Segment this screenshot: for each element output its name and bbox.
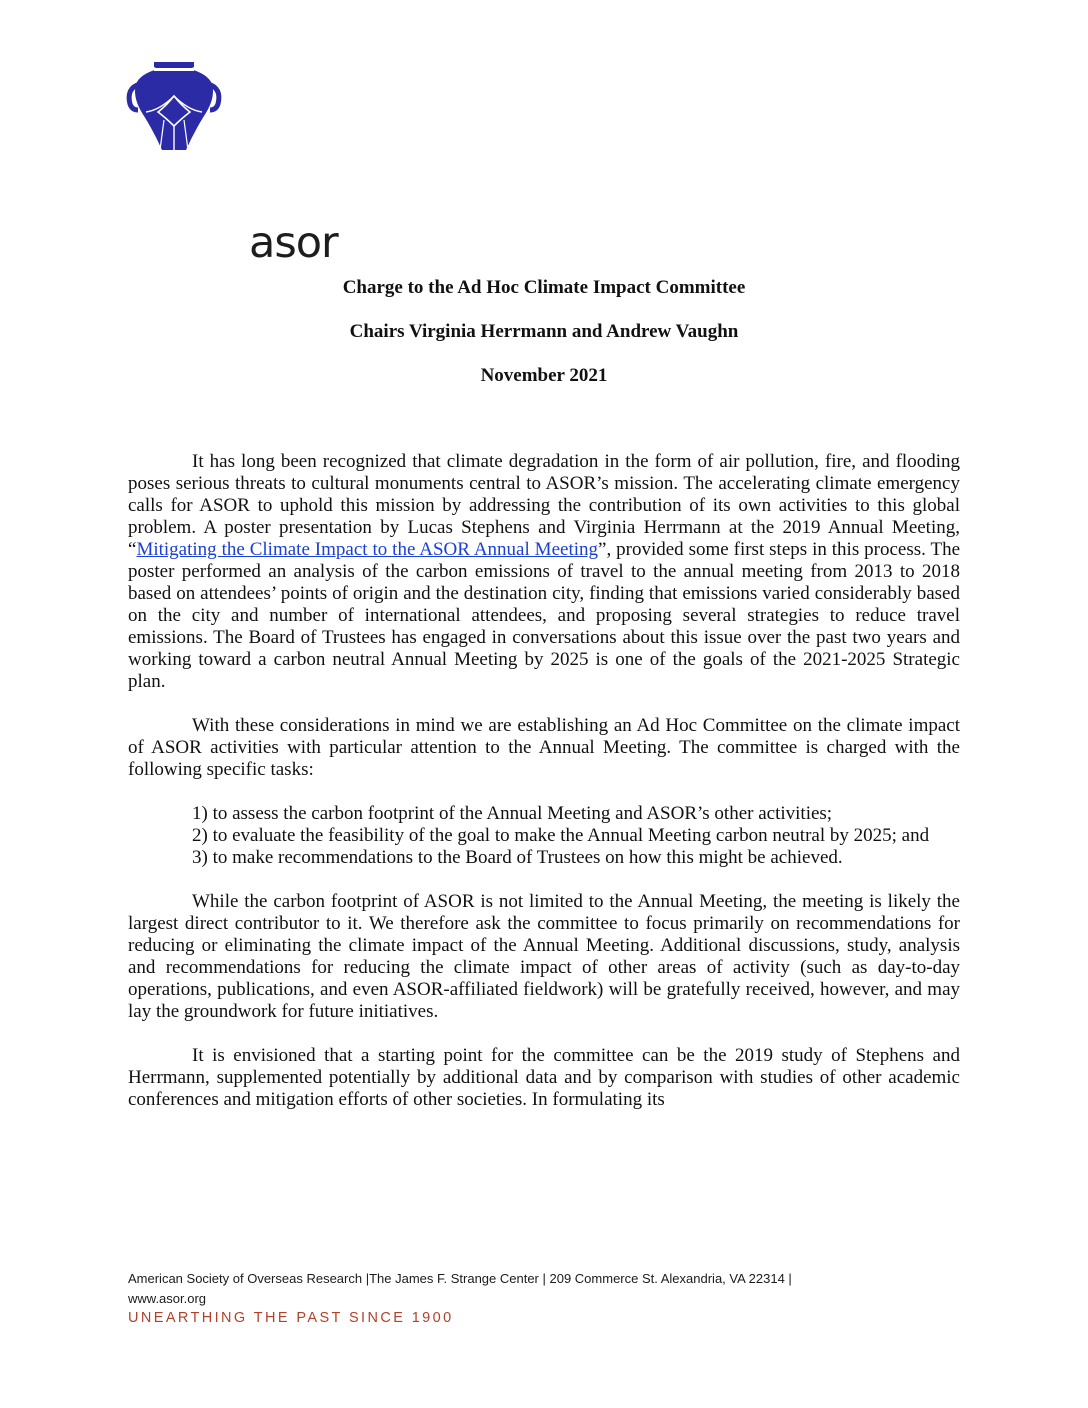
document-header: [0, 278, 1088, 410]
footer: [128, 1269, 792, 1309]
intro-text-before-link: It has long been recognized that climate degradation in the form of air pollution, fire, and flooding poses serious threats to cultural monuments central to ASOR’s mission. The accelerating climate emergency calls for ASOR to uphold this mission by addressing the contribution of its own activities to this global problem. A poster presentation by Lucas Stephens and Virginia Herrmann at the 2019 Annual Meeting, “: [128, 451, 960, 560]
paragraph-committee: With these considerations in mind we are establishing an Ad Hoc Committee on the climate impact of ASOR activities with particular attention to the Annual Meeting. The committee is charged with the following specific tasks:: [128, 715, 960, 780]
document-date: November 2021: [480, 365, 608, 386]
document-title: Charge to the Ad Hoc Climate Impact Committee: [342, 277, 746, 298]
task-item: 2) to evaluate the feasibility of the goal to make the Annual Meeting carbon neutral by 2025; and: [192, 825, 930, 846]
document-body: [128, 451, 960, 1133]
footer-address: American Society of Overseas Research |The James F. Strange Center | 209 Commerce St. Alexandria, VA 22314 |: [128, 1271, 792, 1286]
task-item: 3) to make recommendations to the Board of Trustees on how this might be achieved.: [192, 847, 843, 868]
asor-logo: [124, 60, 338, 268]
poster-link[interactable]: Mitigating the Climate Impact to the ASOR Annual Meeting: [136, 539, 599, 560]
asor-wordmark: asor: [249, 218, 338, 268]
footer-website[interactable]: www.asor.org: [128, 1291, 207, 1306]
task-item: 1) to assess the carbon footprint of the Annual Meeting and ASOR’s other activities;: [192, 803, 833, 824]
paragraph-focus: While the carbon footprint of ASOR is not limited to the Annual Meeting, the meeting is likely the largest direct contributor to it. We therefore ask the committee to focus primarily on recommendations for reducing or eliminating the climate impact of the Annual Meeting. Additional discussions, study, analysis and recommendations for reducing the climate impact of other areas of activity (such as day-to-day operations, publications, and even ASOR-affiliated fieldwork) will be gratefully received, however, and may lay the groundwork for future initiatives.: [128, 891, 960, 1022]
task-list: [192, 803, 960, 869]
paragraph-intro: [128, 451, 960, 693]
intro-text-after-link: ”, provided some first steps in this process. The poster performed an analysis of the carbon emissions of travel to the annual meeting from 2013 to 2018 based on attendees’ points of origin and the destination city, finding that emissions varied considerably based on the city and number of international attendees, and proposing several strategies to reduce travel emissions. The Board of Trustees has engaged in conversations about this issue over the past two years and working toward a carbon neutral Annual Meeting by 2025 is one of the goals of the 2021-2025 Strategic plan.: [128, 539, 961, 692]
document-chairs: Chairs Virginia Herrmann and Andrew Vaughn: [349, 321, 739, 342]
footer-tagline: UNEARTHING THE PAST SINCE 1900: [128, 1310, 454, 1326]
amphora-icon: [124, 60, 224, 160]
paragraph-starting-point: It is envisioned that a starting point for the committee can be the 2019 study of Stephens and Herrmann, supplemented potentially by additional data and by comparison with studies of other academic conferences and mitigation efforts of other societies. In formulating its: [128, 1045, 960, 1110]
